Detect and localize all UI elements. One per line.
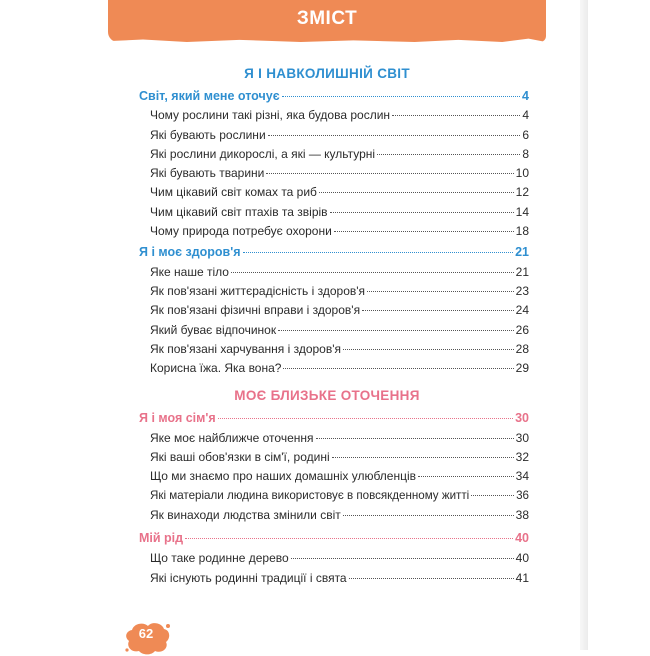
toc-item[interactable]	[150, 205, 529, 219]
item-title: Який буває відпочинок	[150, 323, 277, 337]
item-title: Що ми знаємо про наших домашніх улюбленців	[150, 469, 417, 483]
dot-leader	[349, 578, 514, 579]
item-page: 8	[522, 147, 529, 161]
item-page: 29	[515, 361, 529, 375]
toc-item[interactable]	[150, 265, 529, 279]
dot-leader	[231, 272, 514, 273]
dot-leader	[268, 135, 521, 136]
dot-leader	[291, 558, 514, 559]
toc-item[interactable]	[150, 551, 529, 565]
item-title: Які матеріали людина використовує в повсякденному житті	[150, 489, 470, 502]
dot-leader	[343, 349, 514, 350]
item-page: 28	[515, 342, 529, 356]
item-page: 36	[516, 489, 529, 502]
item-page: 40	[515, 551, 529, 565]
dot-leader	[334, 231, 514, 232]
dot-leader	[343, 515, 514, 516]
toc-chapter[interactable]	[139, 531, 529, 545]
item-page: 10	[515, 166, 529, 180]
dot-leader	[283, 368, 513, 369]
dot-leader	[377, 154, 520, 155]
item-page: 14	[515, 205, 529, 219]
item-title: Корисна їжа. Яка вона?	[150, 361, 282, 375]
item-title: Які ваші обов'язки в сім'ї, родині	[150, 450, 330, 464]
toc-item[interactable]	[150, 128, 529, 142]
item-title: Які існують родинні традиції і свята	[150, 571, 347, 585]
dot-leader	[278, 330, 514, 331]
item-title: Чому рослини такі різні, яка будова рослин	[150, 108, 391, 122]
toc-item[interactable]	[150, 361, 529, 375]
toc-item[interactable]	[150, 450, 529, 464]
toc-chapter[interactable]	[139, 245, 529, 259]
item-title: Як винаходи людства змінили світ	[150, 508, 341, 522]
chapter-page: 30	[515, 411, 529, 425]
item-page: 23	[515, 284, 529, 298]
toc-chapter[interactable]	[139, 411, 529, 425]
page-edge	[580, 0, 588, 650]
item-title: Чим цікавий світ птахів та звірів	[150, 205, 328, 219]
item-page: 41	[515, 571, 529, 585]
toc-item[interactable]	[150, 147, 529, 161]
dot-leader	[392, 115, 520, 116]
toc-chapter[interactable]	[139, 89, 529, 103]
item-page: 12	[515, 185, 529, 199]
chapter-title: Світ, який мене оточує	[139, 89, 280, 103]
item-title: Які бувають рослини	[150, 128, 266, 142]
toc-item[interactable]	[150, 185, 529, 199]
item-page: 38	[515, 508, 529, 522]
item-page: 6	[522, 128, 529, 142]
chapter-title: Мій рід	[139, 531, 184, 545]
item-title: Чим цікавий світ комах та риб	[150, 185, 317, 199]
item-page: 32	[515, 450, 529, 464]
toc-item[interactable]	[150, 284, 529, 298]
toc-item[interactable]	[150, 489, 529, 502]
chapter-page: 4	[522, 89, 529, 103]
dot-leader	[185, 538, 513, 539]
item-title: Що таке родинне дерево	[150, 551, 289, 565]
dot-leader	[330, 212, 514, 213]
item-page: 26	[515, 323, 529, 337]
toc-item[interactable]	[150, 508, 529, 522]
item-title: Яке наше тіло	[150, 265, 229, 279]
item-title: Які рослини дикорослі, а які — культурні	[150, 147, 376, 161]
dot-leader	[282, 96, 520, 97]
chapter-title: Я і моє здоров'я	[139, 245, 241, 259]
item-page: 18	[515, 224, 529, 238]
item-page: 21	[515, 265, 529, 279]
dot-leader	[266, 173, 513, 174]
dot-leader	[319, 192, 514, 193]
dot-leader	[418, 476, 514, 477]
toc-item[interactable]	[150, 431, 529, 445]
toc-item[interactable]	[150, 224, 529, 238]
toc-item[interactable]	[150, 469, 529, 483]
item-title: Яке моє найближче оточення	[150, 431, 314, 445]
page-title: ЗМІСТ	[296, 8, 358, 29]
item-title: Які бувають тварини	[150, 166, 265, 180]
toc-item[interactable]	[150, 342, 529, 356]
dot-leader	[316, 438, 514, 439]
dot-leader	[218, 418, 513, 419]
page-number: 62	[138, 626, 154, 641]
item-title: Як пов'язані харчування і здоров'я	[150, 342, 342, 356]
dot-leader	[243, 252, 514, 253]
item-title: Чому природа потребує охорони	[150, 224, 332, 238]
item-page: 30	[515, 431, 529, 445]
chapter-page: 40	[515, 531, 529, 545]
item-page: 4	[522, 108, 529, 122]
dot-leader	[471, 495, 514, 496]
part-title: МОЄ БЛИЗЬКЕ ОТОЧЕННЯ	[234, 388, 420, 403]
chapter-title: Я і моя сім'я	[139, 411, 216, 425]
item-page: 34	[515, 469, 529, 483]
toc-item[interactable]	[150, 166, 529, 180]
toc-item[interactable]	[150, 303, 529, 317]
chapter-page: 21	[515, 245, 529, 259]
toc-item[interactable]	[150, 323, 529, 337]
dot-leader	[367, 291, 514, 292]
item-title: Як пов'язані життєрадісність і здоров'я	[150, 284, 366, 298]
toc-item[interactable]	[150, 571, 529, 585]
dot-leader	[362, 310, 514, 311]
part-title: Я І НАВКОЛИШНІЙ СВІТ	[244, 66, 410, 81]
toc-item[interactable]	[150, 108, 529, 122]
item-title: Як пов'язані фізичні вправи і здоров'я	[150, 303, 361, 317]
dot-leader	[332, 457, 514, 458]
item-page: 24	[515, 303, 529, 317]
